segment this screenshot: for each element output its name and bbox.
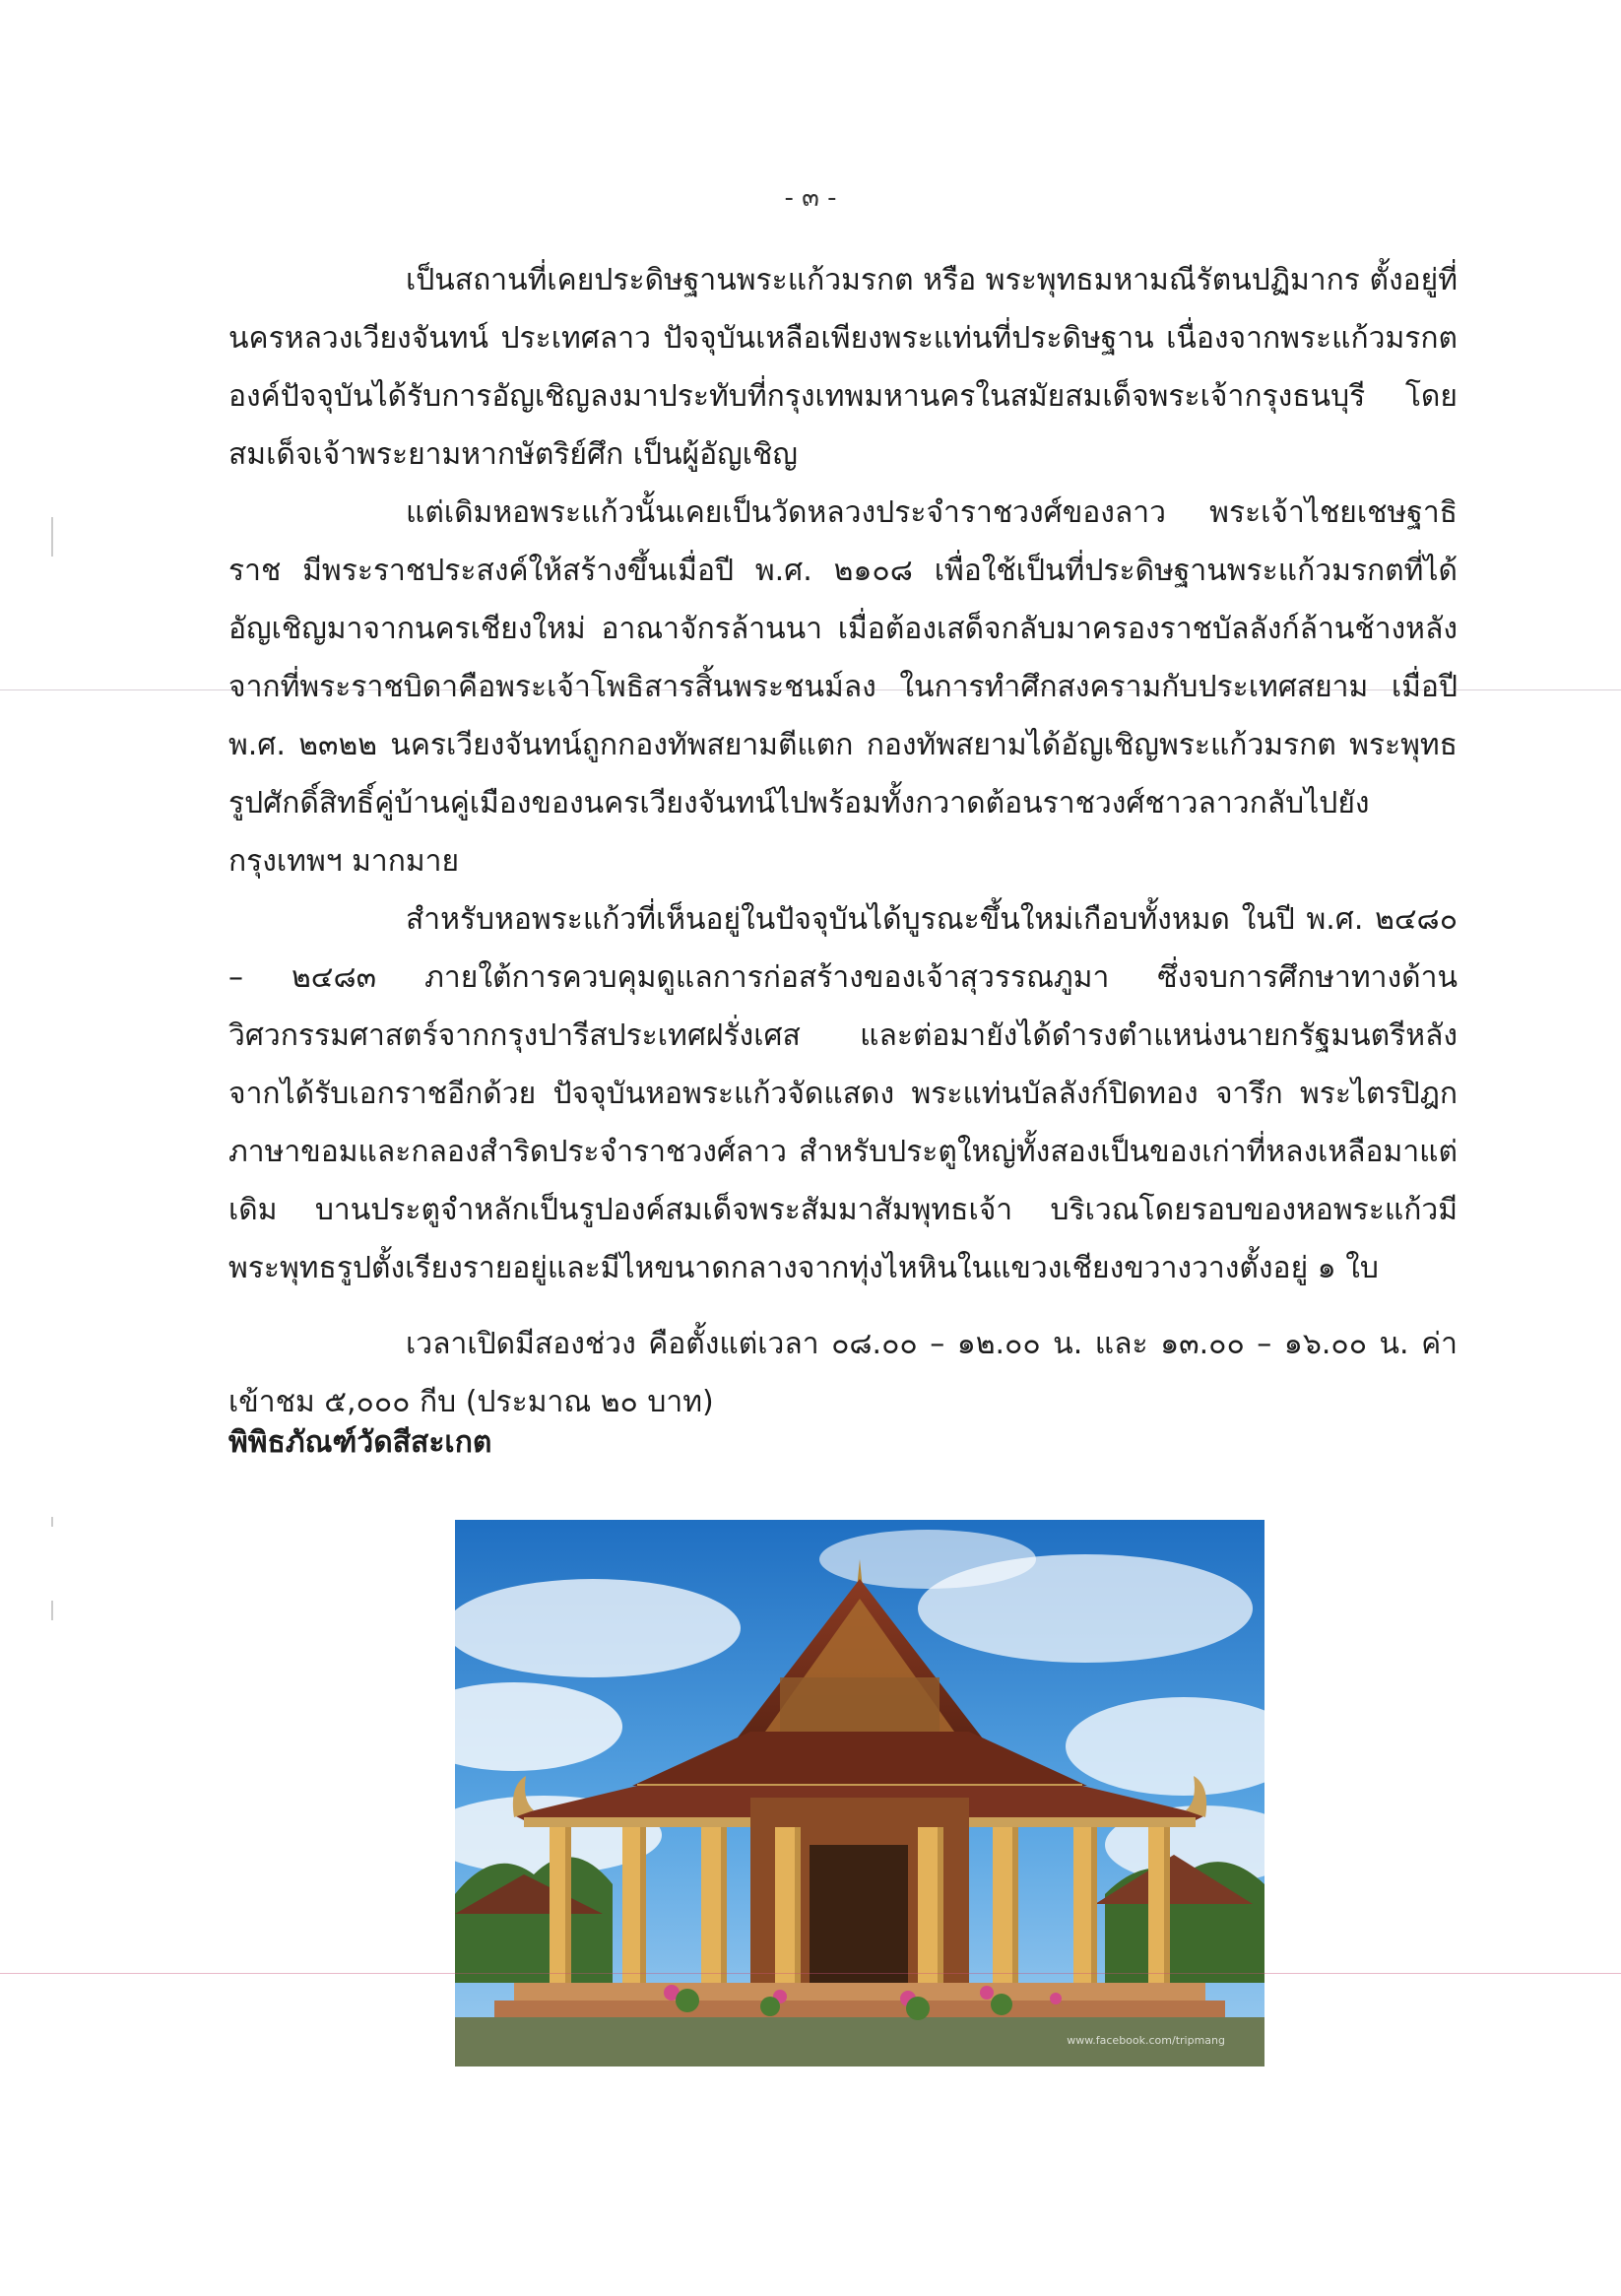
scan-artifact-mark [51,517,53,557]
paragraph-haw-phra-kaew-intro: เป็นสถานที่เคยประดิษฐานพระแก้วมรกต หรือ พระพุทธมหามณีรัตนปฏิมากร ตั้งอยู่ที่นครหลวงเวียงจันทน์ ประเทศลาว ปัจจุบันเหลือเพียงพระแท่นที่ประดิษฐาน เนื่องจากพระแก้วมรกตองค์ปัจจุบันได้รับการอัญเชิญลงมาประทับที่กรุงเทพมหานครในสมัยสมเด็จพระเจ้ากรุงธนบุรี โดยสมเด็จเจ้าพระยามหากษัตริย์ศึก เป็นผู้อัญเชิญ [228,263,1458,472]
scan-artifact-line [0,1973,1621,1974]
temple-photo [455,1520,1264,2066]
scan-artifact-mark [51,1517,53,1527]
paragraph-restoration: สำหรับหอพระแก้วที่เห็นอยู่ในปัจจุบันได้บูรณะขึ้นใหม่เกือบทั้งหมด ในปี พ.ศ. ๒๔๘๐ – ๒๔๘๓ ภายใต้การควบคุมดูแลการก่อสร้างของเจ้าสุวรรณภูมา ซึ่งจบการศึกษาทางด้านวิศวกรรมศาสตร์จากกรุงปารีสประเทศฝรั่งเศส และต่อมายังได้ดำรงตำแหน่งนายกรัฐมนตรีหลังจากได้รับเอกราชอีกด้วย ปัจจุบันหอพระแก้วจัดแสดง พระแท่นบัลลังก์ปิดทอง จารึก พระไตรปิฎก ภาษาขอมและกลองสำริดประจำราชวงศ์ลาว สำหรับประตูใหญ่ทั้งสองเป็นของเก่าที่หลงเหลือมาแต่เดิม บานประตูจำหลักเป็นรูปองค์สมเด็จพระสัมมาสัมพุทธเจ้า บริเวณโดยรอบของหอพระแก้วมีพระพุทธรูปตั้งเรียงรายอยู่และมีไหขนาดกลางจากทุ่งไหหินในแขวงเชียงขวางวางตั้งอยู่ ๑ ใบ [228,902,1458,1285]
body-text [228,251,1458,1431]
page-number: - ๓ - [784,183,837,213]
scan-artifact-line [0,689,1621,690]
scan-artifact-mark [51,1601,53,1620]
section-heading: พิพิธภัณฑ์วัดสีสะเกต [228,1425,492,1460]
paragraph-opening-hours: เวลาเปิดมีสองช่วง คือตั้งแต่เวลา ๐๘.๐๐ – ๑๒.๐๐ น. และ ๑๓.๐๐ – ๑๖.๐๐ น. ค่าเข้าชม ๕,๐๐๐ กีบ (ประมาณ ๒๐ บาท) [228,1327,1458,1419]
paragraph-history: แต่เดิมหอพระแก้วนั้นเคยเป็นวัดหลวงประจำราชวงศ์ของลาว พระเจ้าไชยเชษฐาธิราช มีพระราชประสงค์ให้สร้างขึ้นเมื่อปี พ.ศ. ๒๑๐๘ เพื่อใช้เป็นที่ประดิษฐานพระแก้วมรกตที่ได้อัญเชิญมาจากนครเชียงใหม่ อาณาจักรล้านนา เมื่อต้องเสด็จกลับมาครองราชบัลลังก์ล้านช้างหลังจากที่พระราชบิดาคือพระเจ้าโพธิสารสิ้นพระชนม์ลง ในการทำศึกสงครามกับประเทศสยาม เมื่อปี พ.ศ. ๒๓๒๒ นครเวียงจันทน์ถูกกองทัพสยามตีแตก กองทัพสยามได้อัญเชิญพระแก้วมรกต พระพุทธรูปศักดิ์สิทธิ์คู่บ้านคู่เมืองของนครเวียงจันทน์ไปพร้อมทั้งกวาดต้อนราชวงศ์ชาวลาวกลับไปยังกรุงเทพฯ มากมาย [228,495,1458,879]
photo-watermark: www.facebook.com/tripmang [1067,2034,1225,2047]
